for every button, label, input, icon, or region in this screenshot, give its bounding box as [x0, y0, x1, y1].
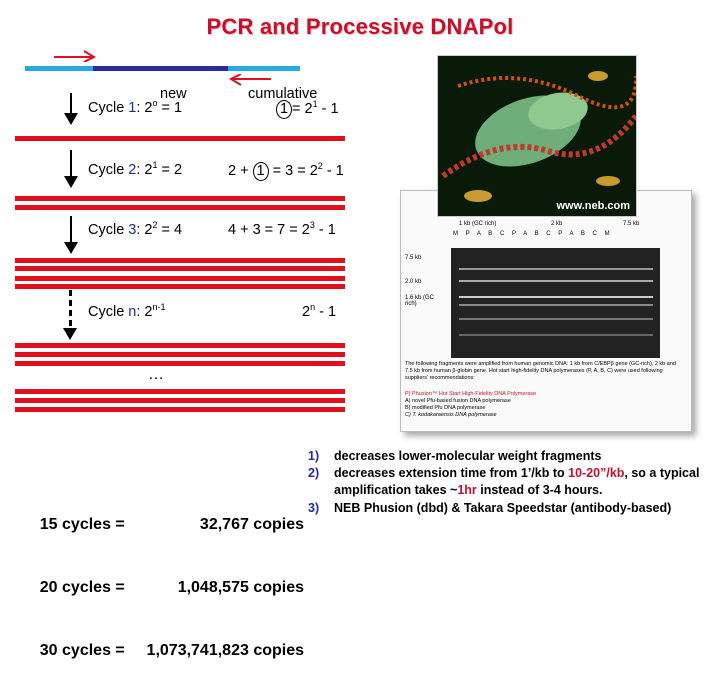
- gel-header-7kb: 7.5 kb: [623, 221, 640, 227]
- gel-legend: P) Phusion™ Hot Start High-Fidelity DNA Polymerase A) novel Pfu-based fusion DNA polymerase B) modified Pfu DNA polymerase C) T. kodakaraensis DNA polymerase: [405, 391, 537, 418]
- photo-credit: www.neb.com: [556, 200, 630, 212]
- cycle-1-strand: [15, 136, 345, 141]
- notes-list: [308, 448, 718, 517]
- marker-1kb: 1.6 kb (GC rich): [405, 295, 435, 307]
- note-item: 1) decreases lower-molecular weight fragments: [308, 449, 602, 463]
- primer-left-strand: [25, 66, 93, 71]
- cycle-n-strand: [15, 389, 345, 394]
- dash-segment: [69, 320, 72, 326]
- cycle-1-label: Cycle 1: $2^o = 1$: [88, 98, 183, 116]
- down-arrow-icon: [64, 242, 78, 254]
- cycle-3-strand: [15, 284, 345, 289]
- primer-right-strand: [228, 66, 300, 71]
- cycle-2-arrow: [70, 150, 72, 178]
- down-arrow-icon: [64, 176, 78, 188]
- cycle-1-arrow: [70, 93, 72, 115]
- page-title: PCR and Processive DNAPol: [206, 14, 514, 39]
- note-item: 2) decreases extension time from 1’/kb to 10-20”/kb, so a typical amplification takes ~1hr instead of 3-4 hours.: [308, 466, 700, 497]
- dash-segment: [69, 290, 72, 296]
- cycle-2-strand: [15, 205, 345, 210]
- cycle-n-cumulative: 2$^n$ - 1: [302, 302, 337, 320]
- gel-band: [459, 304, 653, 306]
- polymerase-illustration-icon: [438, 56, 636, 216]
- gel-lane-labels: M P A B C P A B C P A B C M: [453, 231, 610, 237]
- cycles-row: 30 cycles = 1,073,741,823 copies: [39, 642, 304, 659]
- cycle-2-strand: [15, 196, 345, 201]
- gel-caption: The following fragments were amplified from human genomic DNA: 1 kb from C/EBPβ gene (GC-rich), 2 kb and 7.5 kb from human β-globin gene. Hot start high-fidelity DNA polymerases (P, A, B, C) were used following suppliers' recommendations:: [405, 361, 676, 381]
- gel-image: [451, 248, 660, 358]
- cycle-n-strand: [15, 361, 345, 366]
- cycle-3-arrow: [70, 216, 72, 244]
- gel-band: [459, 334, 653, 336]
- marker-2kb: 2.0 kb: [405, 279, 422, 285]
- template-strand: [93, 66, 228, 71]
- down-arrow-icon: [63, 328, 77, 340]
- gel-header-1kb: 1 kb (GC rich): [459, 221, 497, 227]
- cycles-table: [22, 451, 304, 661]
- cycles-row: 15 cycles = 32,767 copies: [39, 516, 304, 533]
- polymerase-photo: [437, 55, 637, 217]
- new-header: new: [160, 86, 187, 102]
- dash-segment: [69, 310, 72, 316]
- forward-primer-arrow-icon: [52, 48, 100, 62]
- cycle-3-strand: [15, 276, 345, 281]
- cycle-n-strand: [15, 407, 345, 412]
- marker-7kb: 7.5 kb: [405, 255, 422, 261]
- cycle-1-cumulative: $1 = 2^1 - 1$: [276, 100, 339, 119]
- ellipsis: …: [148, 366, 164, 383]
- cumulative-header: cumulative: [248, 86, 318, 102]
- gel-band: [459, 296, 653, 298]
- gel-band: [459, 280, 653, 282]
- cycle-n-strand: [15, 352, 345, 357]
- cycle-2-label: Cycle 2: $2^1 = 2$: [88, 160, 183, 178]
- cycle-3-label: Cycle 3: $2^2 = 4$: [88, 220, 183, 238]
- cycle-3-cumulative: $4 + 3 = 7 = 2^3 - 1$: [228, 220, 336, 238]
- cycle-n-label: Cycle n: 2$^{n-1}$: [88, 302, 166, 320]
- cycle-n-strand: [15, 343, 345, 348]
- cycle-n-strand: [15, 398, 345, 403]
- gel-header-2kb: 2 kb: [551, 221, 563, 227]
- cycle-3-strand: [15, 266, 345, 271]
- note-item: 3) NEB Phusion (dbd) & Takara Speedstar (antibody-based): [308, 501, 672, 515]
- dash-segment: [69, 300, 72, 306]
- cycle-2-cumulative: $2 + 1 = 3 = 2^2 - 1$: [228, 161, 344, 179]
- cycles-row: 20 cycles = 1,048,575 copies: [39, 579, 304, 596]
- gel-band: [459, 318, 653, 320]
- down-arrow-icon: [64, 113, 78, 125]
- gel-band: [459, 268, 653, 270]
- cycle-3-strand: [15, 258, 345, 263]
